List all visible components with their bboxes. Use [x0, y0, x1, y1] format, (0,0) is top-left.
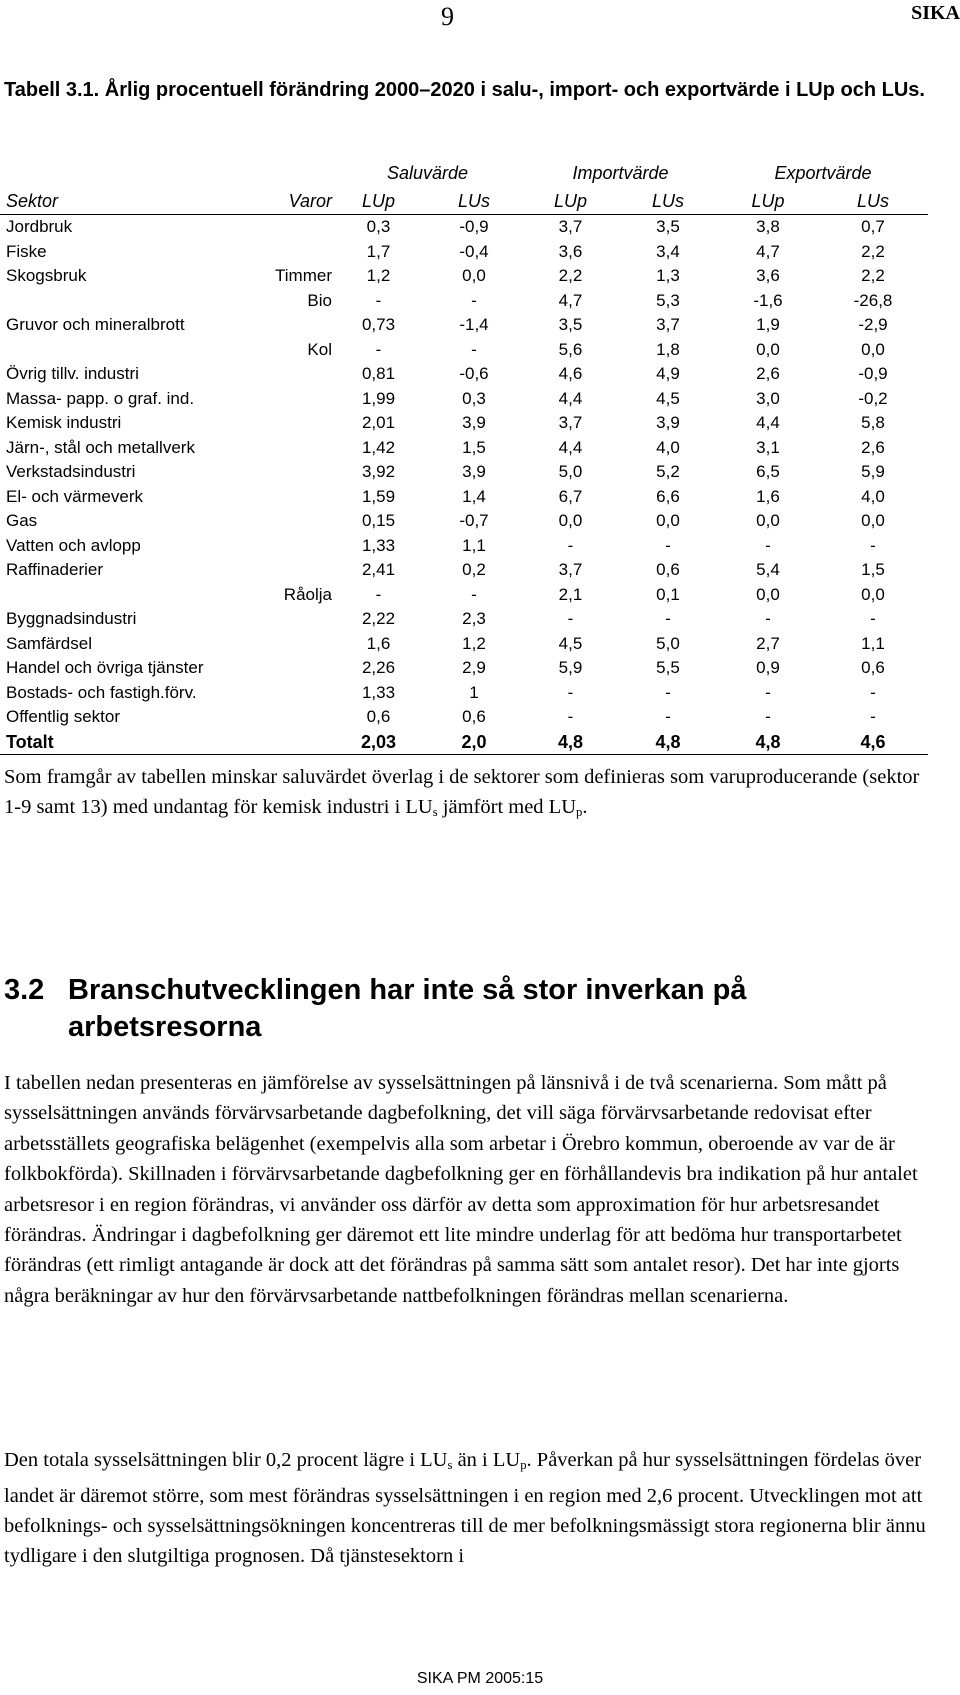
- cell-sektor: El- och värmeverk: [6, 486, 143, 506]
- cell-value: 5,0: [558, 462, 583, 481]
- cell-value: 5,8: [861, 413, 885, 432]
- cell-varor: [250, 534, 332, 559]
- cell-value: 1,59: [361, 486, 396, 506]
- cell-value: 4,9: [656, 364, 680, 383]
- cell-varor: [250, 362, 332, 387]
- section-title-line1: Branschutvecklingen har inte så stor inverkan på: [68, 974, 747, 1006]
- cell-value: -: [765, 682, 771, 702]
- cell-value: 1,5: [462, 437, 486, 457]
- cell-value: 4,0: [656, 437, 680, 457]
- cell-sektor: Jordbruk: [6, 217, 73, 236]
- cell-value: 2,22: [361, 609, 396, 628]
- cell-value: 0,0: [756, 511, 780, 530]
- cell-varor: [250, 509, 332, 534]
- cell-value: 3,0: [756, 388, 780, 408]
- cell-value: 0,0: [462, 266, 486, 285]
- cell-value: 1,6: [756, 486, 780, 506]
- section-heading: [4, 972, 904, 1046]
- cell-varor: [250, 632, 332, 657]
- cell-value: 4,7: [558, 290, 583, 310]
- cell-varor: [250, 387, 332, 412]
- cell-varor: [250, 681, 332, 706]
- cell-value: 0,6: [462, 707, 486, 726]
- table-row: [0, 534, 928, 559]
- table-row: [0, 264, 928, 289]
- cell-sektor: Samfärdsel: [6, 633, 92, 653]
- cell-value: 0,7: [861, 217, 885, 236]
- cell-sektor: Fiske: [6, 241, 47, 261]
- cell-value: 5,4: [756, 560, 780, 579]
- cell-value: 0,3: [462, 388, 486, 408]
- cell-value: 1,8: [656, 339, 680, 359]
- cell-sektor: Offentlig sektor: [6, 707, 121, 726]
- cell-value: 2,1: [558, 584, 583, 604]
- cell-value: 0,73: [361, 315, 396, 334]
- cell-value: -: [567, 682, 574, 702]
- header-org: SIKA: [911, 2, 960, 24]
- column-header: LUp: [332, 188, 425, 215]
- cell-value: 4,7: [756, 241, 780, 261]
- cell-value: 1,33: [361, 682, 396, 702]
- cell-value: 6,6: [656, 486, 680, 506]
- table-row: [0, 436, 928, 461]
- cell-sektor: Totalt: [0, 730, 250, 755]
- cell-sektor: Gruvor och mineralbrott: [6, 315, 185, 334]
- cell-value: -: [665, 707, 671, 726]
- cell-value: 0,3: [366, 217, 391, 236]
- cell-value: -: [375, 584, 382, 604]
- cell-value: 3,9: [462, 413, 486, 432]
- cell-value: 5,5: [656, 658, 680, 677]
- cell-sektor: Handel och övriga tjänster: [6, 658, 204, 677]
- cell-value: -0,4: [459, 241, 489, 261]
- cell-value: 1,1: [861, 633, 885, 653]
- cell-value: 2,3: [462, 609, 486, 628]
- cell-value: 1,42: [361, 437, 396, 457]
- cell-value: 0,0: [861, 584, 885, 604]
- cell-value: -: [765, 609, 771, 628]
- cell-value: 5,2: [656, 462, 680, 481]
- cell-value: 3,8: [756, 217, 780, 236]
- cell-value: 0,15: [361, 511, 396, 530]
- cell-value: 0,0: [756, 339, 780, 359]
- column-header: LUp: [718, 188, 818, 215]
- cell-sektor: Vatten och avlopp: [6, 535, 141, 555]
- paragraph-total-employment: Den totala sysselsättningen blir 0,2 procent lägre i $LU_s$ än i $LU_p$. Påverkan på hur sysselsättningen fördelas över landet är däremot större, som mest förändras sysselsättningen i en region med 2,6 procent. Utvecklingen mot att befolknings- och sysselsättningsökningen koncentreras till de mer befolkningsmässigt stora regionerna blir ännu tydligare i den slutgiltiga prognosen. Då tjänstesektorn i: [4, 1449, 926, 1568]
- cell-value: 4,8: [718, 730, 818, 755]
- cell-sektor: Raffinaderier: [6, 560, 104, 579]
- cell-value: 3,6: [756, 266, 780, 285]
- cell-value: 0,9: [756, 658, 780, 677]
- cell-sektor: Övrig tillv. industri: [6, 364, 139, 383]
- cell-value: -: [665, 609, 671, 628]
- cell-value: -2,9: [858, 315, 888, 334]
- cell-varor: [250, 485, 332, 510]
- cell-value: 1,33: [361, 535, 396, 555]
- cell-value: -: [665, 535, 671, 555]
- cell-varor: Bio: [307, 290, 332, 310]
- cell-value: 5,9: [558, 658, 583, 677]
- cell-varor: [250, 411, 332, 436]
- cell-value: 6,5: [756, 462, 780, 481]
- table-row: [0, 362, 928, 387]
- cell-varor: Timmer: [275, 266, 332, 285]
- cell-sektor: Bostads- och fastigh.förv.: [6, 682, 197, 702]
- cell-value: 4,4: [558, 437, 583, 457]
- cell-varor: [250, 656, 332, 681]
- cell-value: 4,4: [558, 388, 583, 408]
- cell-value: -: [471, 584, 477, 604]
- column-header-row: [0, 188, 928, 215]
- column-header: LUs: [818, 188, 928, 215]
- cell-value: 3,9: [656, 413, 680, 432]
- cell-value: 5,3: [656, 290, 680, 310]
- column-header: LUs: [618, 188, 718, 215]
- group-header-importvarde: Importvärde: [572, 163, 669, 183]
- cell-value: 2,01: [361, 413, 396, 432]
- cell-value: 0,0: [558, 511, 583, 530]
- column-header: Varor: [250, 188, 332, 215]
- cell-value: 2,6: [756, 364, 780, 383]
- cell-value: 0,0: [656, 511, 680, 530]
- cell-value: 2,7: [756, 633, 780, 653]
- cell-value: 0,6: [656, 560, 680, 579]
- cell-value: 3,4: [656, 241, 680, 261]
- cell-value: 1,4: [462, 486, 486, 506]
- cell-value: 3,7: [558, 217, 583, 236]
- cell-value: 1,5: [861, 560, 885, 579]
- cell-value: 3,5: [558, 315, 583, 334]
- group-header-row: [0, 158, 928, 188]
- table-row: [0, 705, 928, 730]
- cell-value: 1,1: [462, 535, 486, 555]
- cell-value: 0,81: [361, 364, 396, 383]
- cell-value: 2,9: [462, 658, 486, 677]
- cell-value: 0,6: [861, 658, 885, 677]
- table-row: [0, 656, 928, 681]
- page-footer: SIKA PM 2005:15: [416, 1670, 544, 1687]
- cell-value: 1,3: [656, 266, 680, 285]
- cell-value: 3,9: [462, 462, 486, 481]
- table-total-row: [0, 730, 928, 755]
- table-row: [0, 411, 928, 436]
- cell-sektor: Gas: [6, 511, 38, 530]
- cell-varor: [250, 607, 332, 632]
- cell-varor: [250, 313, 332, 338]
- cell-value: -: [870, 682, 876, 702]
- table-row: [0, 215, 928, 240]
- cell-sektor: Järn-, stål och metallverk: [6, 437, 195, 457]
- cell-value: 3,7: [558, 560, 583, 579]
- cell-value: 4,8: [523, 730, 618, 755]
- cell-value: 2,0: [425, 730, 523, 755]
- table-row: [0, 509, 928, 534]
- cell-sektor: Massa- papp. o graf. ind.: [6, 388, 195, 408]
- cell-value: 4,8: [618, 730, 718, 755]
- table-row: [0, 460, 928, 485]
- cell-value: -: [765, 707, 771, 726]
- paragraph-table-comment: Som framgår av tabellen minskar saluvärdet överlag i de sektorer som definieras som varuproducerande (sektor 1-9 samt 13) med undantag för kemisk industri i $LU_s$ jämfört med $LU_p$.: [4, 766, 920, 820]
- cell-value: 0,0: [756, 584, 780, 604]
- cell-varor: Kol: [307, 339, 332, 359]
- cell-value: 1,9: [756, 315, 780, 334]
- cell-value: -: [870, 707, 876, 726]
- cell-varor: [250, 460, 332, 485]
- cell-value: 3,6: [558, 241, 583, 261]
- section-number: 3.2: [4, 974, 45, 1006]
- cell-value: 0,1: [656, 584, 680, 604]
- column-header: LUs: [425, 188, 523, 215]
- cell-value: 2,6: [861, 437, 885, 457]
- cell-varor: [250, 705, 332, 730]
- cell-varor: [250, 558, 332, 583]
- cell-varor: [250, 240, 332, 265]
- cell-value: -: [471, 339, 477, 359]
- section-title-line2: arbetsresorna: [68, 1011, 262, 1043]
- cell-value: -0,9: [858, 364, 888, 383]
- cell-value: 2,41: [361, 560, 396, 579]
- cell-value: 1,2: [462, 633, 486, 653]
- column-header: Sektor: [0, 188, 250, 215]
- cell-value: 1,2: [366, 266, 391, 285]
- cell-value: -0,9: [459, 217, 489, 236]
- cell-value: 3,1: [756, 437, 780, 457]
- cell-value: -: [567, 535, 574, 555]
- table-row: [0, 607, 928, 632]
- cell-value: -1,4: [459, 315, 489, 334]
- cell-sektor: Kemisk industri: [6, 413, 122, 432]
- cell-value: 1,7: [366, 241, 391, 261]
- cell-varor: Råolja: [283, 584, 332, 604]
- cell-value: 2,2: [861, 266, 885, 285]
- cell-value: -0,2: [858, 388, 888, 408]
- cell-value: -: [567, 609, 574, 628]
- cell-varor: [250, 215, 332, 240]
- cell-value: 0,0: [861, 511, 885, 530]
- cell-value: 0,2: [462, 560, 486, 579]
- table-row: [0, 485, 928, 510]
- paragraph-employment-comparison: I tabellen nedan presenteras en jämförelse av sysselsättningen på länsnivå i de två scenarierna. Som mått på sysselsättningen används förvärvsarbetande dagbefolkning, det vill säga förvärvsarbetande redovisat efter arbetsställets geografiska belägenhet (exempelvis alla som arbetar i Örebro kommun, oberoende av var de är folkbokförda). Skillnaden i förvärvsarbetande dagbefolkning ger en förhållandevis bra indikation på hur antalet arbetsresor i en region förändras, vi använder oss därför av detta som approximation för hur arbetsresandet förändras. Ändringar i dagbefolkning ger däremot ett lite mindre underlag för att bedöma hur transportarbetet förändras (ett rimligt antagande är dock att det förändras på samma sätt som antalet resor). Det har inte gjorts några beräkningar av hur den förvärvsarbetande nattbefolkningen förändras mellan scenarierna.: [4, 1072, 918, 1307]
- cell-value: 0,0: [861, 339, 885, 359]
- cell-value: 4,5: [558, 633, 583, 653]
- table-row: [0, 558, 928, 583]
- cell-value: 4,6: [558, 364, 583, 383]
- cell-value: 3,92: [361, 462, 396, 481]
- cell-value: 3,5: [656, 217, 680, 236]
- cell-sektor: [0, 338, 250, 363]
- cell-value: -: [375, 290, 382, 310]
- cell-value: -: [567, 707, 574, 726]
- table-row: [0, 289, 928, 314]
- cell-value: -1,6: [753, 290, 783, 310]
- cell-sektor: [0, 289, 250, 314]
- table-row: [0, 387, 928, 412]
- cell-value: 3,7: [558, 413, 583, 432]
- cell-value: 5,9: [861, 462, 885, 481]
- cell-sektor: [0, 583, 250, 608]
- cell-value: -: [870, 609, 876, 628]
- table-row: [0, 583, 928, 608]
- cell-sektor: Verkstadsindustri: [6, 462, 136, 481]
- cell-value: 1: [469, 682, 479, 702]
- cell-value: 6,7: [558, 486, 583, 506]
- cell-value: -: [765, 535, 771, 555]
- cell-value: -: [375, 339, 382, 359]
- cell-value: 3,7: [656, 315, 680, 334]
- cell-value: 2,26: [361, 658, 396, 677]
- cell-value: -0,7: [459, 511, 489, 530]
- cell-value: 2,2: [861, 241, 885, 261]
- cell-value: 5,6: [558, 339, 583, 359]
- group-header-exportvarde: Exportvärde: [774, 163, 872, 183]
- table-row: [0, 338, 928, 363]
- group-header-saluvarde: Saluvärde: [386, 163, 469, 183]
- cell-value: 4,4: [756, 413, 780, 432]
- table-row: [0, 240, 928, 265]
- cell-value: 2,2: [558, 266, 583, 285]
- column-header: LUp: [523, 188, 618, 215]
- cell-value: -: [870, 535, 876, 555]
- data-table: [0, 158, 928, 755]
- cell-value: 4,0: [861, 486, 885, 506]
- cell-varor: [250, 436, 332, 461]
- cell-value: 1,6: [366, 633, 391, 653]
- cell-sektor: Byggnadsindustri: [6, 609, 137, 628]
- cell-value: -0,6: [459, 364, 489, 383]
- cell-value: -26,8: [853, 290, 893, 310]
- cell-value: 4,5: [656, 388, 680, 408]
- cell-value: -: [665, 682, 671, 702]
- cell-value: 0,6: [366, 707, 391, 726]
- cell-value: 5,0: [656, 633, 680, 653]
- table-caption: Tabell 3.1. Årlig procentuell förändring 2000–2020 i salu-, import- och exportvärde i LUp och LUs.: [4, 79, 925, 101]
- cell-value: 1,99: [361, 388, 396, 408]
- table-row: [0, 632, 928, 657]
- cell-value: 4,6: [818, 730, 928, 755]
- table-row: [0, 681, 928, 706]
- cell-value: -: [471, 290, 477, 310]
- cell-value: 2,03: [332, 730, 425, 755]
- cell-sektor: Skogsbruk: [6, 266, 87, 285]
- page-number: 9: [441, 2, 454, 31]
- cell-varor: [250, 730, 332, 755]
- table-row: [0, 313, 928, 338]
